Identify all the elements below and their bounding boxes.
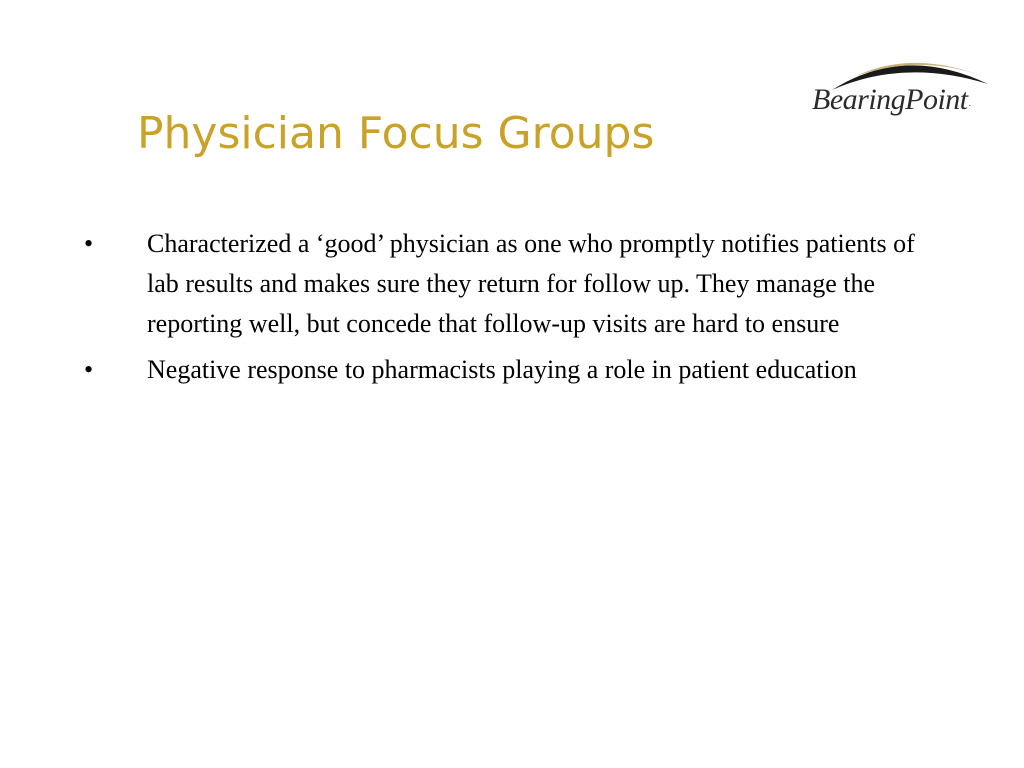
bullet-item: [80, 224, 950, 344]
bullet-list: [80, 224, 950, 396]
bullet-text: Characterized a ‘good’ physician as one who promptly notifies patients of lab results and makes sure they return for follow up. They manage the reporting well, but concede that follow-up visits are hard to ensure: [147, 229, 915, 338]
bullet-item: [80, 350, 950, 390]
slide-title: Physician Focus Groups: [137, 108, 655, 159]
bullet-text: Negative response to pharmacists playing a role in patient education: [147, 355, 857, 384]
bearingpoint-logo: [808, 50, 994, 130]
bullet-icon: •: [84, 355, 94, 384]
logo-name: BearingPoint: [812, 83, 968, 116]
logo-wordmark: [812, 82, 970, 121]
logo-trademark: .: [968, 98, 971, 108]
bullet-icon: •: [84, 229, 94, 258]
